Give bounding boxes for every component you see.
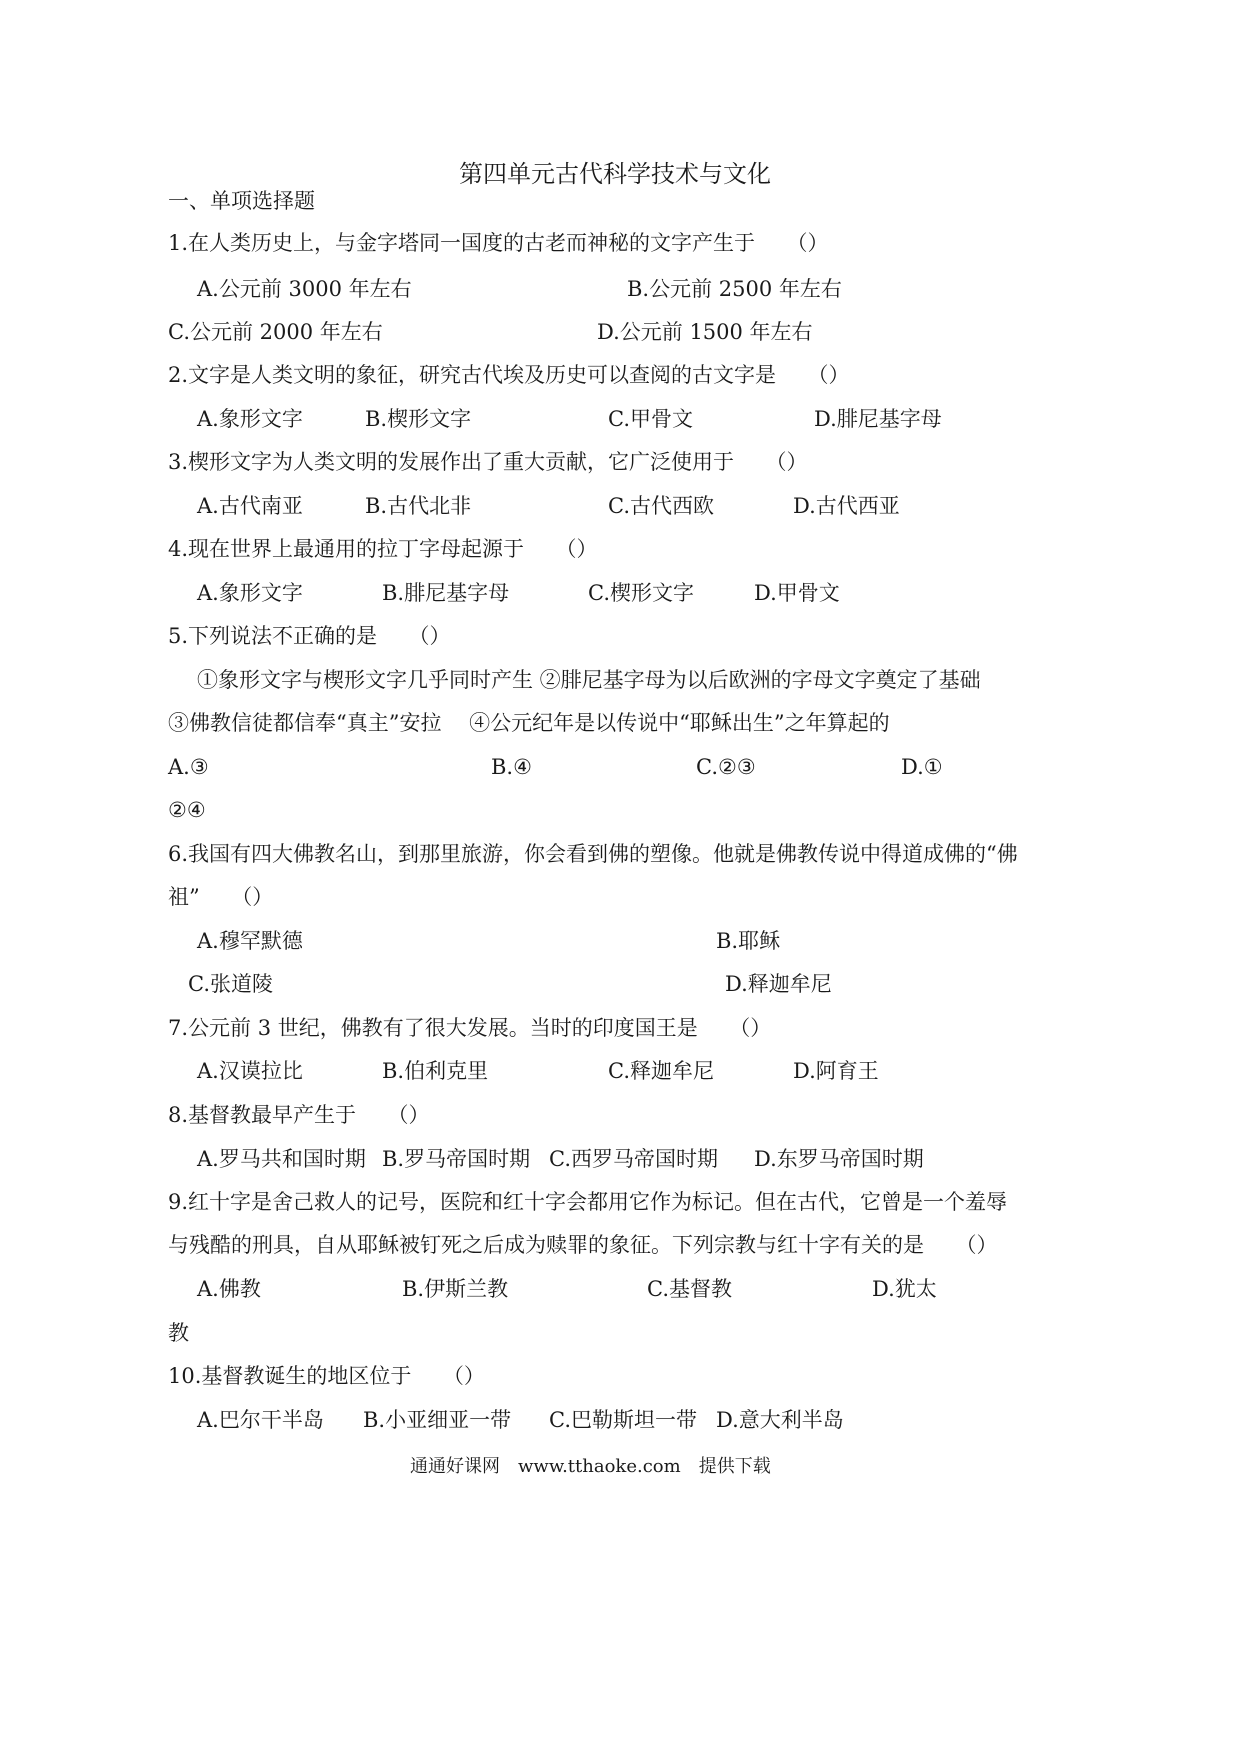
question-2-option-a: A.象形文字: [197, 407, 303, 431]
question-2-stem: 2.文字是人类文明的象征，研究古代埃及历史可以查阅的古文字是 （）: [168, 363, 850, 387]
question-9-option-d: D.犹太: [872, 1277, 937, 1301]
question-9-option-a: A.佛教: [197, 1277, 261, 1301]
question-6-option-a: A.穆罕默德: [197, 929, 303, 953]
question-6-stem: 6.我国有四大佛教名山，到那里旅游，你会看到佛的塑像。他就是佛教传说中得道成佛的“佛: [168, 842, 1018, 866]
question-9-option-b: B.伊斯兰教: [402, 1277, 509, 1301]
question-4-option-a: A.象形文字: [197, 581, 303, 605]
question-7-option-b: B.伯利克里: [382, 1059, 489, 1083]
question-7-stem: 7.公元前 3 世纪，佛教有了很大发展。当时的印度国王是 （）: [168, 1016, 772, 1040]
question-6-option-c: C.张道陵: [188, 972, 273, 996]
section-heading: 一、单项选择题: [168, 189, 315, 213]
question-2-option-b: B.楔形文字: [365, 407, 472, 431]
question-5-option-d: D.①: [901, 755, 943, 779]
question-8-option-b: B.罗马帝国时期: [382, 1147, 531, 1171]
question-1-stem: 1.在人类历史上，与金字塔同一国度的古老而神秘的文字产生于 （）: [168, 231, 829, 255]
question-9-stem-continued: 与残酷的刑具，自从耶稣被钉死之后成为赎罪的象征。下列宗教与红十字有关的是 （）: [168, 1233, 998, 1257]
page-footer: 通通好课网 www.tthaoke.com 提供下载: [410, 1456, 771, 1477]
question-6-stem-continued: 祖” （）: [168, 885, 274, 909]
question-1-option-b: B.公元前 2500 年左右: [627, 277, 842, 301]
question-1-option-a: A.公元前 3000 年左右: [197, 277, 412, 301]
question-4-option-c: C.楔形文字: [588, 581, 694, 605]
question-10-option-a: A.巴尔干半岛: [197, 1408, 324, 1432]
question-8-option-d: D.东罗马帝国时期: [754, 1147, 924, 1171]
question-8-option-a: A.罗马共和国时期: [197, 1147, 366, 1171]
question-5-statement-line-2: ③佛教信徒都信奉“真主”安拉 ④公元纪年是以传说中“耶稣出生”之年算起的: [168, 711, 890, 735]
question-6-option-d: D.释迦牟尼: [725, 972, 832, 996]
question-9-stem: 9.红十字是舍己救人的记号，医院和红十字会都用它作为标记。但在古代，它曾是一个羞辱: [168, 1190, 1008, 1214]
question-4-stem: 4.现在世界上最通用的拉丁字母起源于 （）: [168, 537, 598, 561]
question-3-option-b: B.古代北非: [365, 494, 472, 518]
question-10-option-c: C.巴勒斯坦一带: [549, 1408, 697, 1432]
question-3-stem: 3.楔形文字为人类文明的发展作出了重大贡献，它广泛使用于 （）: [168, 450, 808, 474]
question-10-option-b: B.小亚细亚一带: [363, 1408, 512, 1432]
question-1-option-d: D.公元前 1500 年左右: [597, 320, 813, 344]
question-3-option-c: C.古代西欧: [608, 494, 714, 518]
question-5-option-d-continued: ②④: [168, 798, 206, 822]
question-5-statement-line-1: ①象形文字与楔形文字几乎同时产生 ②腓尼基字母为以后欧洲的字母文字奠定了基础: [197, 668, 981, 692]
question-10-option-d: D.意大利半岛: [716, 1408, 844, 1432]
question-4-option-d: D.甲骨文: [754, 581, 840, 605]
question-2-option-d: D.腓尼基字母: [814, 407, 942, 431]
question-7-option-d: D.阿育王: [793, 1059, 879, 1083]
question-6-option-b: B.耶稣: [716, 929, 781, 953]
question-3-option-a: A.古代南亚: [197, 494, 303, 518]
question-8-stem: 8.基督教最早产生于 （）: [168, 1103, 430, 1127]
question-10-stem: 10.基督教诞生的地区位于 （）: [168, 1364, 485, 1388]
question-2-option-c: C.甲骨文: [608, 407, 693, 431]
question-7-option-a: A.汉谟拉比: [197, 1059, 303, 1083]
question-9-option-d-continued: 教: [168, 1321, 189, 1345]
question-5-option-a: A.③: [168, 755, 209, 779]
question-5-option-c: C.②③: [696, 755, 756, 779]
page-title: 第四单元古代科学技术与文化: [459, 160, 771, 188]
question-5-stem: 5.下列说法不正确的是 （）: [168, 624, 451, 648]
question-4-option-b: B.腓尼基字母: [382, 581, 510, 605]
question-8-option-c: C.西罗马帝国时期: [549, 1147, 718, 1171]
question-5-option-b: B.④: [491, 755, 532, 779]
question-3-option-d: D.古代西亚: [793, 494, 900, 518]
question-9-option-c: C.基督教: [647, 1277, 732, 1301]
question-1-option-c: C.公元前 2000 年左右: [168, 320, 383, 344]
question-7-option-c: C.释迦牟尼: [608, 1059, 714, 1083]
